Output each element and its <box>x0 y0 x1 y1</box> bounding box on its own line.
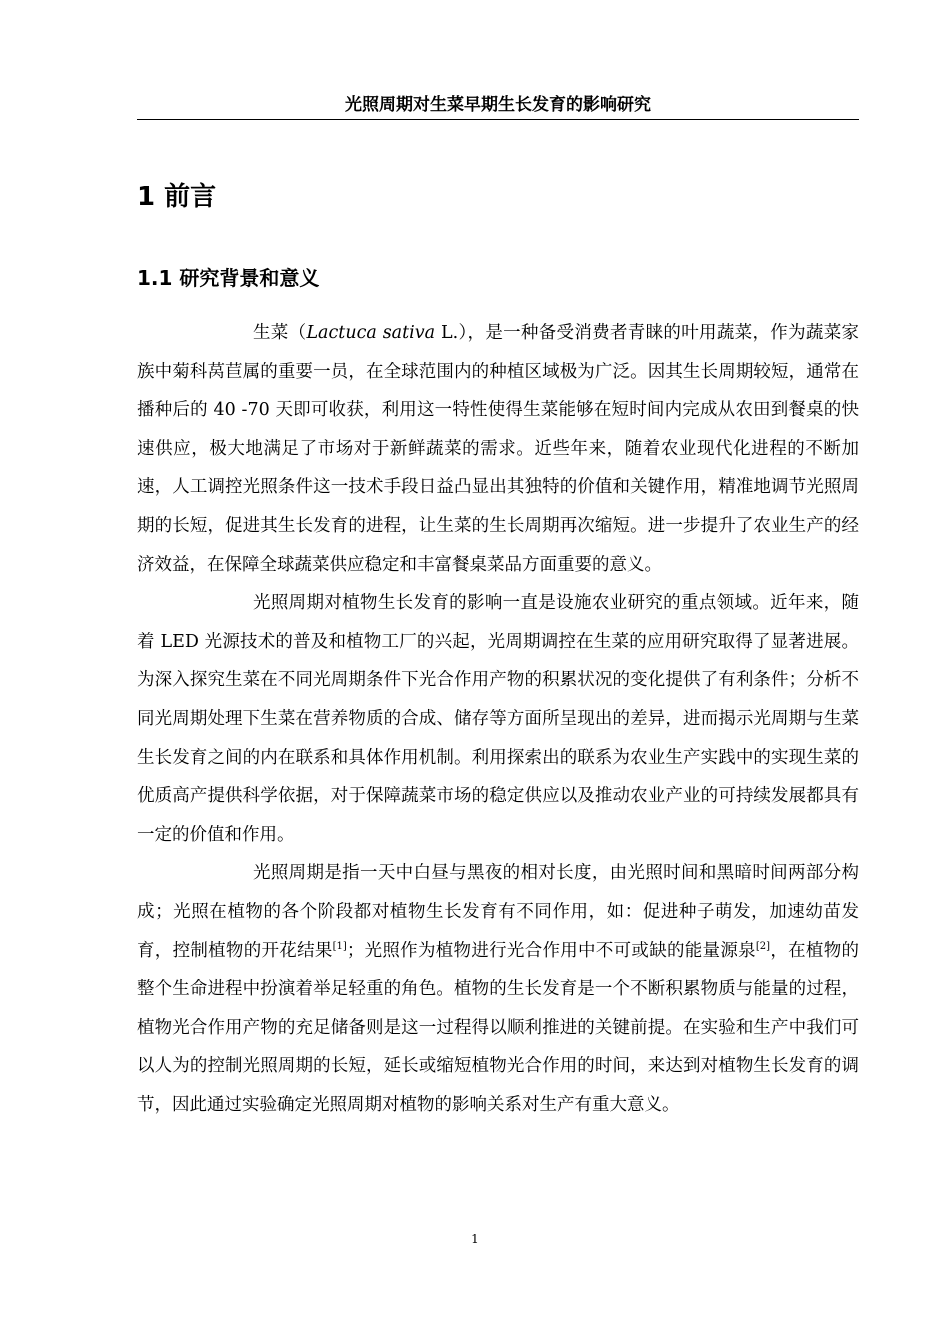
running-header: 光照周期对生菜早期生长发育的影响研究 <box>137 90 859 120</box>
paragraph-3-part3: ，在植物的整个生命进程中扮演着举足轻重的角色。植物的生长发育是一个不断积累物质与能量的过程，植物光合作用产物的充足储备则是这一过程得以顺利推进的关键前提。在实验和生产中我们可以人为的控制光照周期的长短，延长或缩短植物光合作用的时间，来达到对植物生长发育的调节，因此通过实验确定光照周期对植物的影响关系对生产有重大意义。 <box>137 940 860 1115</box>
paragraph-1-rest: L.），是一种备受消费者青睐的叶用蔬菜，作为蔬菜家族中菊科莴苣属的重要一员，在全球范围内的种植区域极为广泛。因其生长周期较短，通常在播种后的 40 -70 天即可收获，利用这一特性使得生菜能够在短时间内完成从农田到餐桌的快速供应，极大地满足了市场对于新鲜蔬菜的需求。近些年来，随着农业现代化进程的不断加速，人工调控光照条件这一技术手段日益凸显出其独特的价值和关键作用，精准地调节光照周期的长短，促进其生长发育的进程，让生菜的生长周期再次缩短。进一步提升了农业生产的经济效益，在保障全球蔬菜供应稳定和丰富餐桌菜品方面重要的意义。 <box>137 323 860 575</box>
paragraph-3-part2: ；光照作为植物进行光合作用中不可或缺的能量源泉 <box>346 940 756 961</box>
paragraph-1-lead: 生菜（ <box>253 323 307 343</box>
page-number: 1 <box>471 1232 479 1246</box>
citation-ref-1: [1] <box>332 940 347 952</box>
section-heading: 1 前言 <box>137 182 217 212</box>
paragraph-2: 光照周期对植物生长发育的影响一直是设施农业研究的重点领域。近年来，随着 LED 光源技术的普及和植物工厂的兴起，光周期调控在生菜的应用研究取得了显著进展。为深入探究生菜在不同光周期条件下光合作用产物的积累状况的变化提供了有利条件；分析不同光周期处理下生菜在营养物质的合成、储存等方面所呈现出的差异，进而揭示光周期与生菜生长发育之间的内在联系和具体作用机制。利用探索出的联系为农业生产实践中的实现生菜的优质高产提供科学依据，对于保障蔬菜市场的稳定供应以及推动农业产业的可持续发展都具有一定的价值和作用。 <box>137 593 859 845</box>
species-name-italic: Lactuca sativa <box>306 323 436 343</box>
paragraph-3 <box>137 854 859 1124</box>
paragraph-3-part1: 光照周期是指一天中白昼与黑夜的相对长度，由光照时间和黑暗时间两部分构成；光照在植物的各个阶段都对植物生长发育有不同作用，如：促进种子萌发，加速幼苗发育，控制植物的开花结果 <box>137 863 859 961</box>
body-text <box>137 314 859 1124</box>
citation-ref-2: [2] <box>755 940 771 952</box>
subsection-heading: 1.1 研究背景和意义 <box>137 266 320 290</box>
paragraph-1 <box>137 314 859 584</box>
